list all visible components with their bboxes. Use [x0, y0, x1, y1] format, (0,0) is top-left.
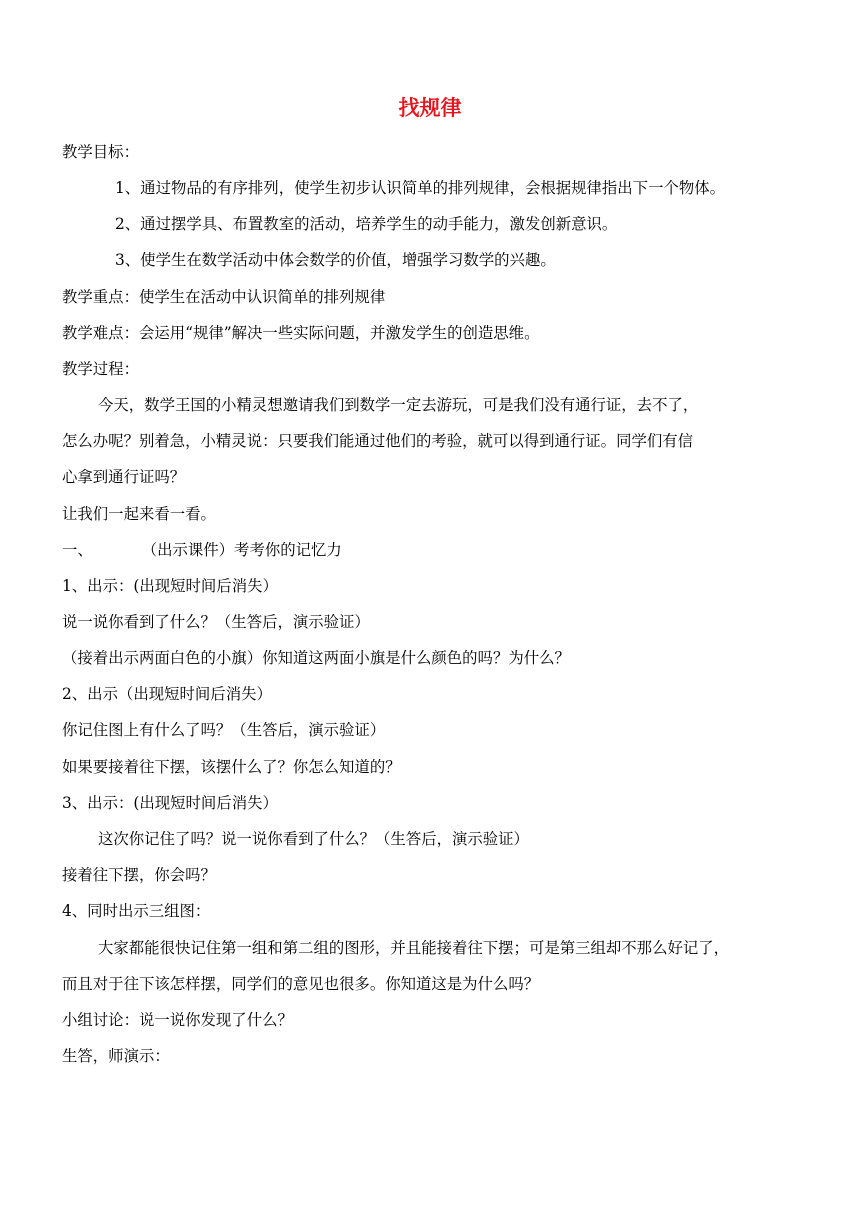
student-answer-demo: 生答，师演示：	[62, 1047, 170, 1065]
step-1-heading: 1、出示：(出现短时间后消失）	[62, 577, 278, 595]
intro-paragraph-line-3: 心拿到通行证吗？	[62, 468, 186, 486]
step-3-question-2: 接着往下摆，你会吗？	[62, 866, 216, 884]
step-2-heading: 2、出示（出现短时间后消失）	[62, 685, 272, 703]
intro-closing-line: 让我们一起来看一看。	[62, 505, 216, 523]
step-1-question-2: （接着出示两面白色的小旗）你知道这两面小旗是什么颜色的吗？为什么？	[62, 649, 570, 667]
part-one-heading: 一、 （出示课件）考考你的记忆力	[62, 541, 342, 559]
teaching-key-point: 教学重点：使学生在活动中认识简单的排列规律	[62, 288, 386, 306]
objective-1: 1、通过物品的有序排列，使学生初步认识简单的排列规律，会根据规律指出下一个物体。	[115, 179, 726, 197]
step-2-question-2: 如果要接着往下摆，该摆什么了？你怎么知道的？	[62, 758, 401, 776]
step-1-question-1: 说一说你看到了什么？（生答后，演示验证）	[62, 613, 370, 631]
step-3-question-1: 这次你记住了吗？说一说你看到了什么？（生答后，演示验证）	[98, 830, 529, 848]
group-discussion: 小组讨论：说一说你发现了什么？	[62, 1011, 293, 1029]
step-4-paragraph-line-1: 大家都能很快记住第一组和第二组的图形，并且能接着往下摆；可是第三组却不那么好记了，	[98, 939, 730, 957]
intro-paragraph-line-2: 怎么办呢？别着急，小精灵说：只要我们能通过他们的考验，就可以得到通行证。同学们有信	[62, 432, 694, 450]
section-heading-process: 教学过程：	[62, 360, 139, 378]
step-2-question-1: 你记住图上有什么了吗？（生答后，演示验证）	[62, 721, 386, 739]
section-heading-objectives: 教学目标：	[62, 143, 139, 161]
step-4-paragraph-line-2: 而且对于往下该怎样摆，同学们的意见也很多。你知道这是为什么吗？	[62, 975, 540, 993]
objective-2: 2、通过摆学具、布置教室的活动，培养学生的动手能力，激发创新意识。	[115, 215, 618, 233]
step-3-heading: 3、出示：(出现短时间后消失）	[62, 794, 278, 812]
objective-3: 3、使学生在数学活动中体会数学的价值，增强学习数学的兴趣。	[115, 251, 556, 269]
teaching-difficulty: 教学难点：会运用“规律”解决一些实际问题，并激发学生的创造思维。	[62, 324, 540, 342]
step-4-heading: 4、同时出示三组图：	[62, 902, 211, 920]
intro-paragraph-line-1: 今天，数学王国的小精灵想邀请我们到数学一定去游玩，可是我们没有通行证，去不了，	[98, 396, 699, 414]
document-title: 找规律	[398, 96, 462, 120]
